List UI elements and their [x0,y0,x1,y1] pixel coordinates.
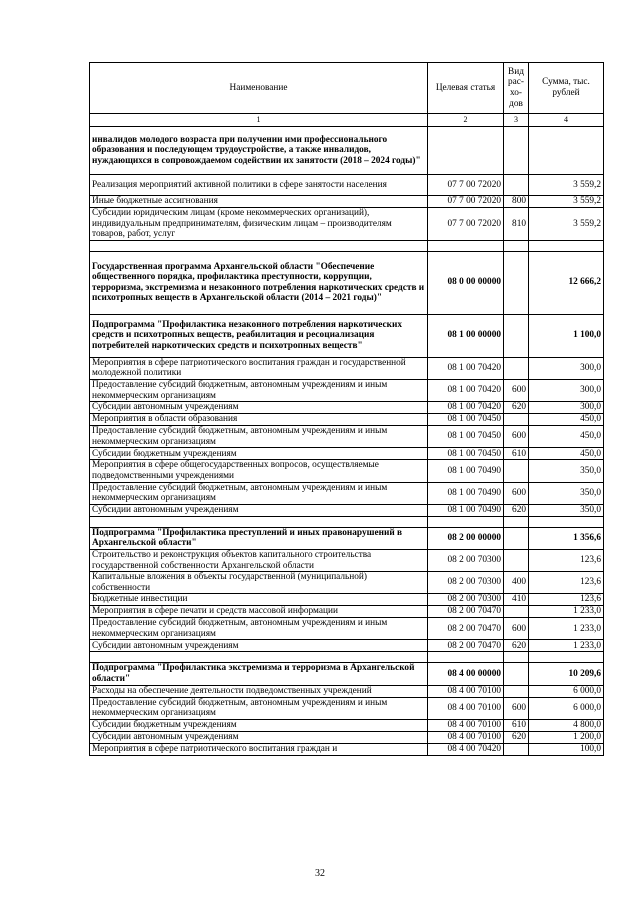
table-row [90,482,604,504]
row-name: Субсидии автономным учреждениям [90,731,428,743]
row-name [90,240,428,251]
row-sum: 100,0 [529,743,604,755]
row-sum: 123,6 [529,572,604,594]
row-sum: 300,0 [529,357,604,379]
row-expense-kind [504,549,529,571]
row-name: Строительство и реконструкция объектов капитального строительства государственной собственности Архангельской области [90,549,428,571]
row-expense-kind [504,685,529,697]
row-expense-kind: 600 [504,482,529,504]
row-name: Мероприятия в сфере общегосударственных вопросов, осуществляемые подведомственными учреждениями [90,460,428,482]
row-expense-kind [504,414,529,426]
row-name: Иные бюджетные ассигнования [90,196,428,208]
row-target-article: 08 1 00 70450 [428,426,504,448]
row-name: Субсидии бюджетным учреждениям [90,719,428,731]
row-expense-kind [504,663,529,685]
index-3: 3 [504,114,529,127]
spacer-row [90,516,604,527]
table-row [90,663,604,685]
table-row [90,127,604,175]
row-name: Субсидии юридическим лицам (кроме некоммерческих организаций), индивидуальным предпринимателям, физическим лицам – производителям товаров, работ, услуг [90,208,428,241]
row-name: Капитальные вложения в объекты государственной (муниципальной) собственности [90,572,428,594]
row-sum [529,516,604,527]
table-row [90,448,604,460]
table-header-row [90,63,604,114]
table-row [90,594,604,606]
spacer-row [90,240,604,251]
row-name: Мероприятия в сфере печати и средств массовой информации [90,606,428,618]
row-expense-kind: 800 [504,196,529,208]
row-expense-kind: 410 [504,594,529,606]
row-expense-kind: 620 [504,504,529,516]
index-1: 1 [90,114,428,127]
row-sum: 6 000,0 [529,697,604,719]
row-name: Субсидии бюджетным учреждениям [90,448,428,460]
row-expense-kind: 810 [504,208,529,241]
table-row [90,572,604,594]
table-row [90,549,604,571]
row-target-article: 07 7 00 72020 [428,208,504,241]
index-4: 4 [529,114,604,127]
page-number: 32 [315,868,325,879]
row-target-article: 08 4 00 70420 [428,743,504,755]
row-name: Предоставление субсидий бюджетным, автономным учреждениям и иным некоммерческим организациям [90,426,428,448]
row-target-article: 08 1 00 70420 [428,357,504,379]
row-target-article: 08 4 00 70100 [428,731,504,743]
row-name: инвалидов молодого возраста при получении ими профессионального образования и последующем трудоустройстве, а также инвалидов, нуждающихся в сопровождаемом содействии их занятости (2018 – 2024 годы)" [90,127,428,175]
header-name: Наименование [90,63,428,114]
row-expense-kind: 610 [504,448,529,460]
row-sum: 10 209,6 [529,663,604,685]
header-sum: Сумма, тыс. рублей [529,63,604,114]
row-target-article: 07 7 00 72020 [428,175,504,196]
table-body [90,127,604,756]
row-expense-kind: 600 [504,426,529,448]
row-target-article: 08 2 00 70300 [428,549,504,571]
row-sum: 123,6 [529,549,604,571]
row-sum: 350,0 [529,460,604,482]
row-expense-kind [504,516,529,527]
row-expense-kind [504,357,529,379]
row-expense-kind [504,606,529,618]
row-target-article: 08 4 00 70100 [428,719,504,731]
table-row [90,414,604,426]
row-sum: 1 233,0 [529,606,604,618]
table-row [90,379,604,401]
row-sum: 1 200,0 [529,731,604,743]
row-target-article: 08 4 00 00000 [428,663,504,685]
row-name: Мероприятия в сфере патриотического воспитания граждан и государственной молодежной политики [90,357,428,379]
row-sum: 3 559,2 [529,196,604,208]
row-name: Мероприятия в сфере патриотического воспитания граждан и [90,743,428,755]
table-row [90,208,604,241]
table-row [90,697,604,719]
row-expense-kind [504,743,529,755]
row-target-article: 08 1 00 70490 [428,460,504,482]
row-expense-kind [504,127,529,175]
row-name: Реализация мероприятий активной политики в сфере занятости населения [90,175,428,196]
table-row [90,460,604,482]
row-expense-kind [504,460,529,482]
table-row [90,504,604,516]
row-target-article: 08 1 00 70490 [428,504,504,516]
row-sum: 1 233,0 [529,618,604,640]
row-expense-kind: 600 [504,379,529,401]
row-target-article: 08 2 00 00000 [428,527,504,549]
row-name: Субсидии автономным учреждениям [90,504,428,516]
row-sum: 450,0 [529,414,604,426]
table-row [90,606,604,618]
row-target-article: 08 2 00 70300 [428,572,504,594]
index-2: 2 [428,114,504,127]
row-name: Государственная программа Архангельской области "Обеспечение общественного порядка, профилактика преступности, коррупции, терроризма, экстремизма и незаконного потребления наркотических средств и психотропных веществ в Архангельской области (2014 – 2021 годы)" [90,251,428,314]
row-sum: 1 356,6 [529,527,604,549]
row-target-article: 08 1 00 70420 [428,402,504,414]
table-row [90,685,604,697]
spacer-row [90,652,604,663]
row-target-article: 08 1 00 70420 [428,379,504,401]
row-target-article: 08 1 00 70450 [428,414,504,426]
table-row [90,357,604,379]
row-target-article: 08 1 00 00000 [428,314,504,357]
row-target-article: 08 4 00 70100 [428,685,504,697]
row-sum: 1 100,0 [529,314,604,357]
row-expense-kind [504,652,529,663]
row-expense-kind: 610 [504,719,529,731]
row-sum [529,652,604,663]
table-row [90,196,604,208]
row-target-article: 08 1 00 70490 [428,482,504,504]
table-index-row [90,114,604,127]
row-sum: 300,0 [529,379,604,401]
table-row [90,743,604,755]
row-target-article: 08 4 00 70100 [428,697,504,719]
header-expense-kind: Вид рас-хо-дов [504,63,529,114]
row-target-article: 08 2 00 70470 [428,618,504,640]
row-expense-kind: 600 [504,618,529,640]
row-expense-kind: 400 [504,572,529,594]
table-row [90,618,604,640]
row-expense-kind [504,314,529,357]
row-name: Подпрограмма "Профилактика преступлений и иных правонарушений в Архангельской области" [90,527,428,549]
row-sum: 123,6 [529,594,604,606]
table-row [90,640,604,652]
row-sum: 12 666,2 [529,251,604,314]
row-name: Мероприятия в области образования [90,414,428,426]
row-expense-kind [504,240,529,251]
row-target-article [428,516,504,527]
row-target-article: 07 7 00 72020 [428,196,504,208]
row-name: Субсидии автономным учреждениям [90,402,428,414]
table-row [90,731,604,743]
row-target-article: 08 1 00 70450 [428,448,504,460]
row-target-article [428,652,504,663]
header-target-article: Целевая статья [428,63,504,114]
row-name [90,516,428,527]
row-sum: 450,0 [529,426,604,448]
row-name: Подпрограмма "Профилактика незаконного потребления наркотических средств и психотропных веществ, реабилитация и ресоциализация потребителей наркотических средств и психотропных веществ" [90,314,428,357]
row-expense-kind [504,175,529,196]
row-target-article: 08 2 00 70300 [428,594,504,606]
row-target-article: 08 2 00 70470 [428,640,504,652]
row-sum [529,127,604,175]
row-target-article: 08 0 00 00000 [428,251,504,314]
row-sum: 3 559,2 [529,175,604,196]
table-row [90,402,604,414]
row-sum [529,240,604,251]
row-name: Бюджетные инвестиции [90,594,428,606]
row-name: Предоставление субсидий бюджетным, автономным учреждениям и иным некоммерческим организациям [90,697,428,719]
row-target-article [428,127,504,175]
row-name: Предоставление субсидий бюджетным, автономным учреждениям и иным некоммерческим организациям [90,379,428,401]
row-sum: 6 000,0 [529,685,604,697]
table-row [90,251,604,314]
row-name: Подпрограмма "Профилактика экстремизма и терроризма в Архангельской области" [90,663,428,685]
budget-table [89,62,604,756]
row-target-article [428,240,504,251]
table-row [90,719,604,731]
table-row [90,314,604,357]
row-sum: 450,0 [529,448,604,460]
row-expense-kind: 600 [504,697,529,719]
row-sum: 1 233,0 [529,640,604,652]
table-row [90,426,604,448]
row-expense-kind: 620 [504,402,529,414]
row-target-article: 08 2 00 70470 [428,606,504,618]
row-sum: 300,0 [529,402,604,414]
row-name: Расходы на обеспечение деятельности подведомственных учреждений [90,685,428,697]
row-name: Предоставление субсидий бюджетным, автономным учреждениям и иным некоммерческим организациям [90,618,428,640]
row-sum: 350,0 [529,504,604,516]
row-name: Субсидии автономным учреждениям [90,640,428,652]
row-expense-kind [504,527,529,549]
row-name [90,652,428,663]
row-expense-kind: 620 [504,640,529,652]
table-row [90,527,604,549]
row-expense-kind [504,251,529,314]
row-sum: 3 559,2 [529,208,604,241]
row-sum: 350,0 [529,482,604,504]
row-expense-kind: 620 [504,731,529,743]
table-row [90,175,604,196]
row-name: Предоставление субсидий бюджетным, автономным учреждениям и иным некоммерческим организациям [90,482,428,504]
row-sum: 4 800,0 [529,719,604,731]
